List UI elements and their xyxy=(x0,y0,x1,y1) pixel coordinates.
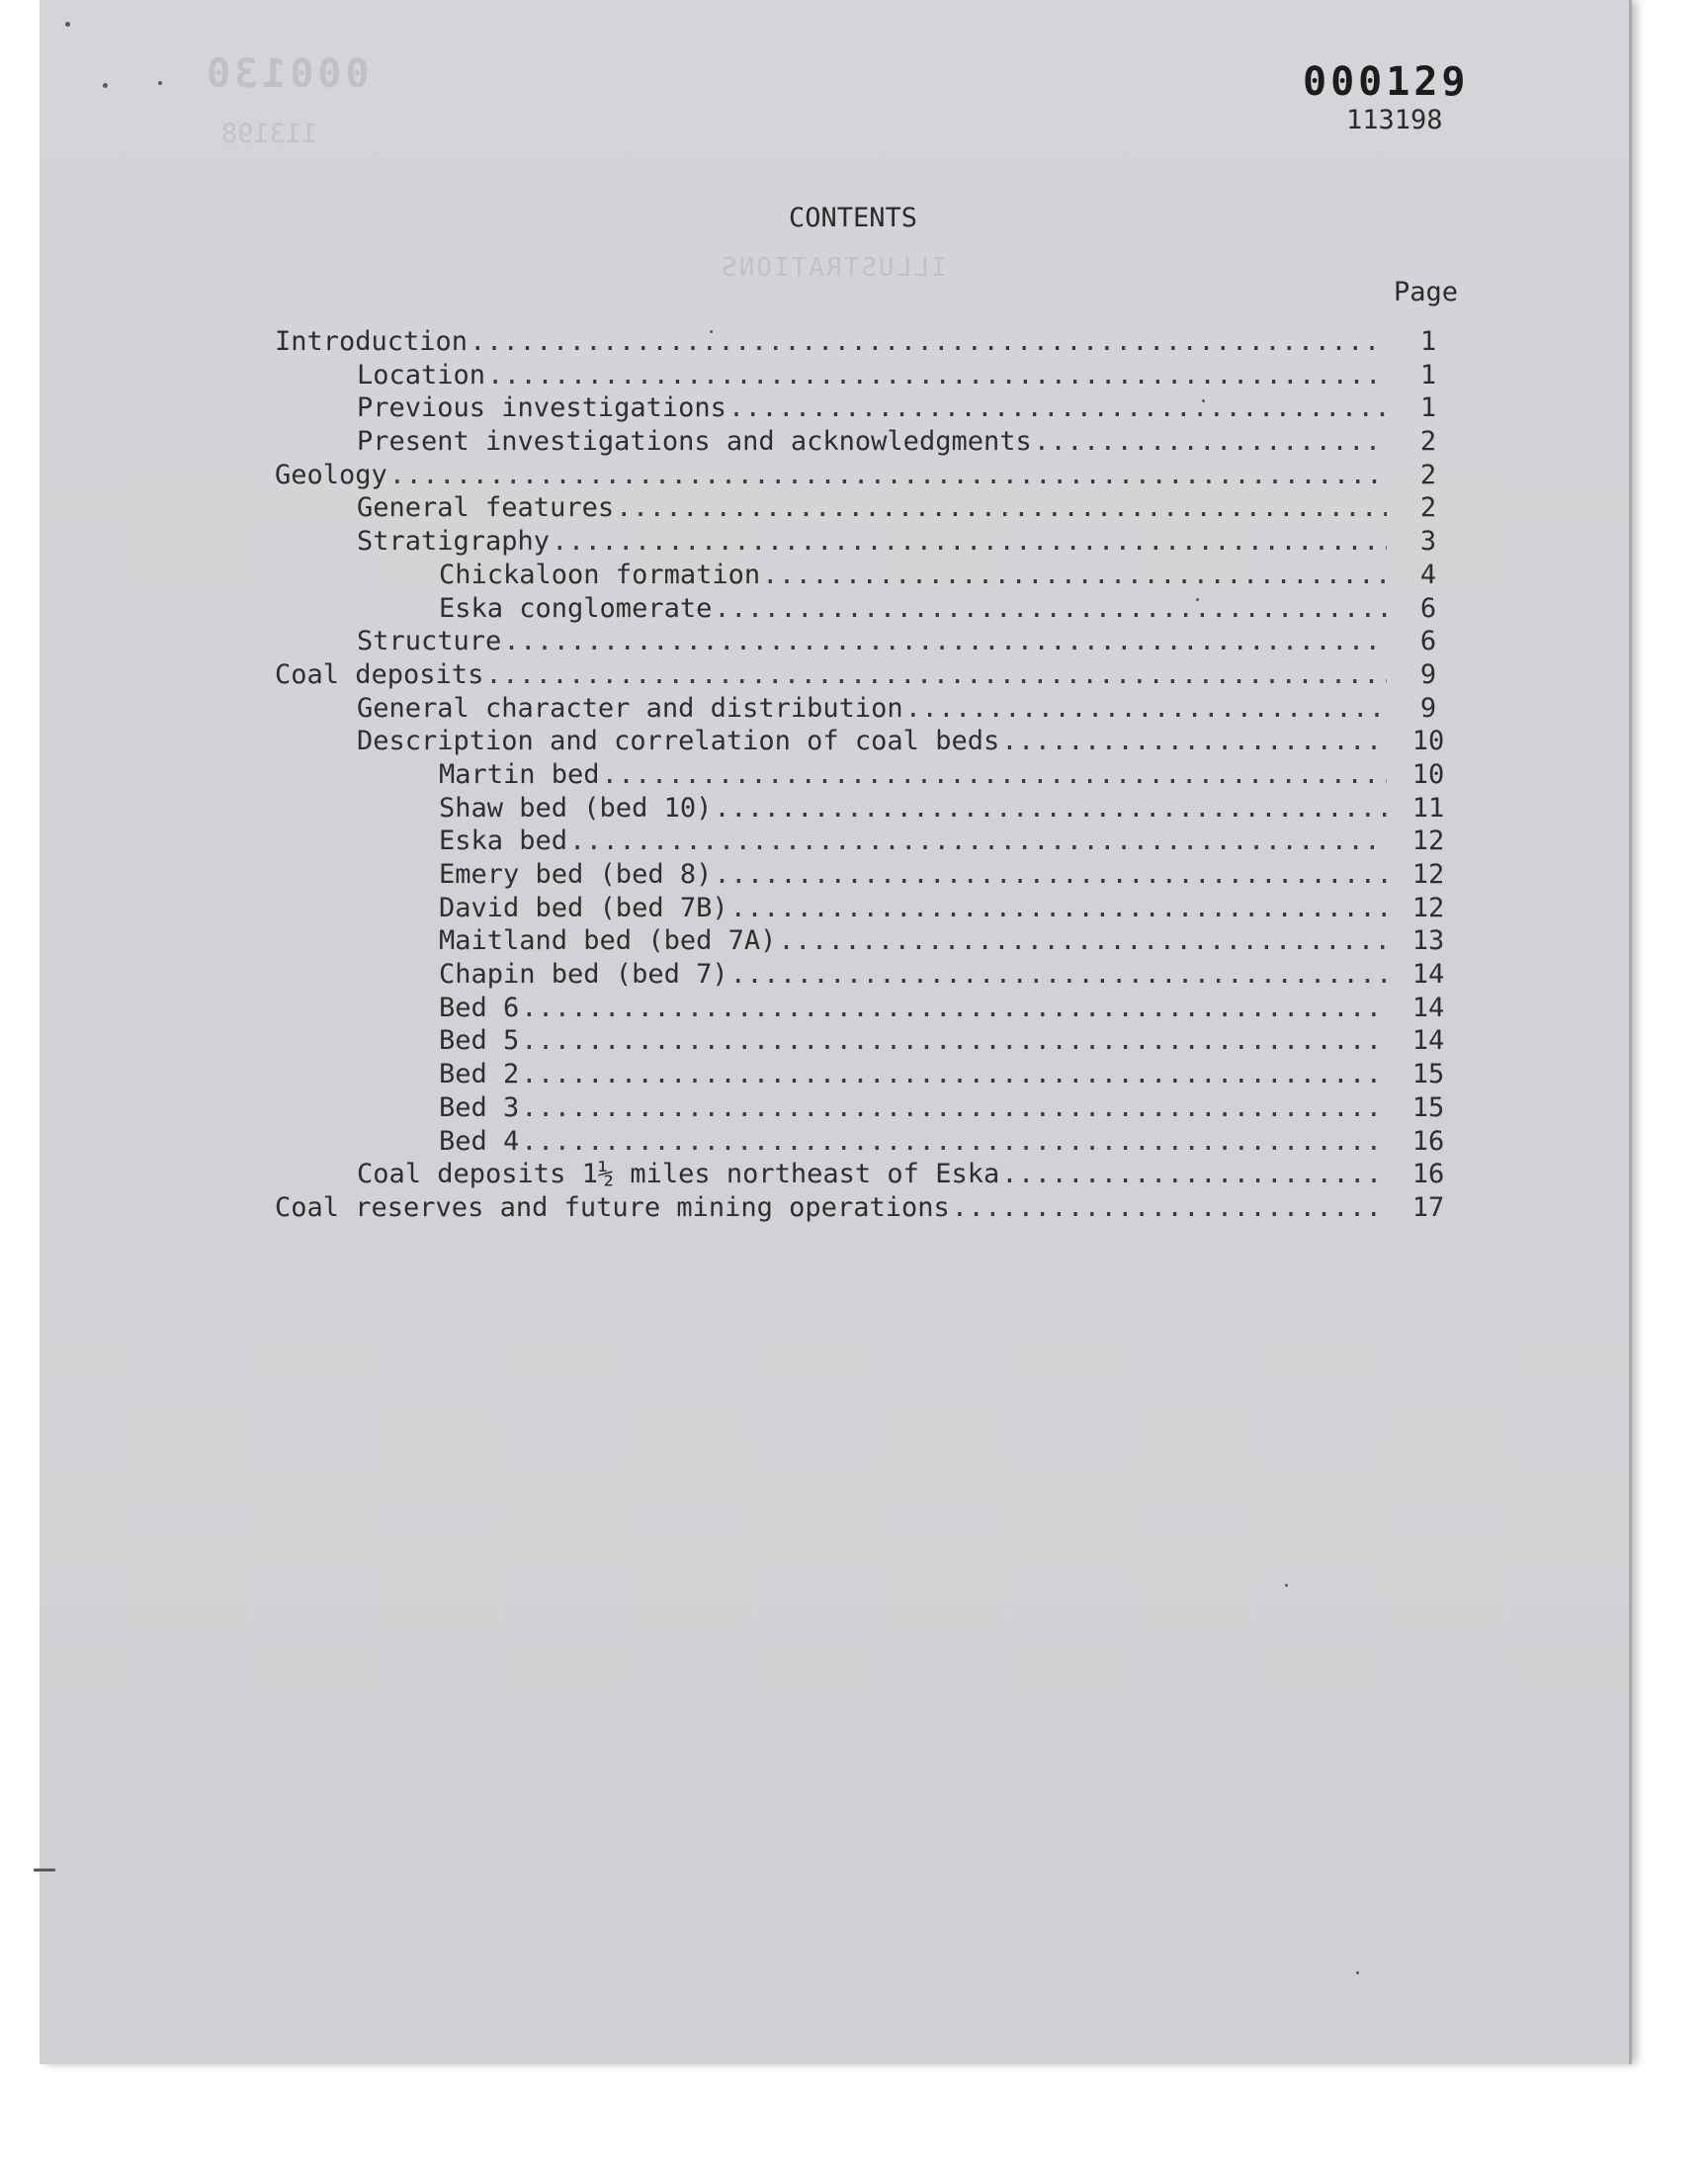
toc-entry-label: Coal deposits xyxy=(275,658,484,690)
toc-dot-leader xyxy=(616,492,1387,523)
toc-entry-label: Eska bed xyxy=(439,826,568,857)
toc-entry xyxy=(275,959,1456,993)
toc-entry-label: Chickaloon formation xyxy=(439,559,761,590)
toc-entry-label: Structure xyxy=(357,626,502,657)
toc-entry xyxy=(275,460,1456,493)
toc-entry-page-number: 17 xyxy=(1411,1191,1445,1223)
document-stamp-number: 000129 xyxy=(1303,59,1470,105)
scan-speck xyxy=(65,22,70,27)
toc-entry-page-number: 16 xyxy=(1411,1159,1445,1190)
toc-entry-label: Maitland bed (bed 7A) xyxy=(439,925,777,957)
toc-entry-label: Description and correlation of coal beds xyxy=(357,726,1000,757)
toc-entry xyxy=(275,1025,1456,1059)
bleed-through-sub-number: 113198 xyxy=(221,119,318,149)
toc-entry-label: Stratigraphy xyxy=(357,526,551,558)
toc-entry-page-number: 1 xyxy=(1419,326,1437,357)
toc-entry-label: Bed 4 xyxy=(439,1125,520,1157)
toc-entry xyxy=(275,659,1456,693)
toc-entry-page-number: 14 xyxy=(1411,1025,1445,1057)
toc-entry xyxy=(275,1059,1456,1092)
toc-entry-label: Geology xyxy=(275,459,387,490)
toc-entry xyxy=(275,360,1456,393)
toc-dot-leader xyxy=(521,1126,1387,1157)
toc-dot-leader xyxy=(389,460,1387,490)
toc-entry-page-number: 3 xyxy=(1419,526,1437,558)
toc-entry-page-number: 14 xyxy=(1411,992,1445,1023)
toc-dot-leader xyxy=(714,593,1387,624)
toc-entry xyxy=(275,560,1456,593)
toc-entry xyxy=(275,793,1456,826)
toc-entry-label: Bed 6 xyxy=(439,992,520,1023)
toc-entry xyxy=(275,593,1456,627)
toc-entry-label: Eska conglomerate xyxy=(439,592,713,624)
toc-entry-page-number: 12 xyxy=(1411,892,1445,923)
toc-dot-leader xyxy=(730,893,1387,923)
scan-speck xyxy=(158,81,162,85)
toc-dot-leader xyxy=(730,959,1387,990)
toc-entry-page-number: 4 xyxy=(1419,559,1437,590)
toc-dot-leader xyxy=(1001,726,1387,756)
toc-dot-leader xyxy=(521,1059,1387,1089)
toc-dot-leader xyxy=(521,1025,1387,1056)
toc-entry-page-number: 10 xyxy=(1411,758,1445,790)
scan-speck xyxy=(1285,1584,1288,1587)
toc-entry-label: Bed 2 xyxy=(439,1059,520,1090)
toc-entry xyxy=(275,993,1456,1026)
toc-entry-label: General character and distribution xyxy=(357,692,903,724)
toc-entry-label: Coal deposits 1½ miles northeast of Eska xyxy=(357,1159,1000,1190)
toc-dot-leader xyxy=(503,626,1387,656)
toc-entry-label: Coal reserves and future mining operations xyxy=(275,1191,950,1223)
toc-entry-page-number: 9 xyxy=(1419,692,1437,724)
toc-entry-label: David bed (bed 7B) xyxy=(439,892,728,923)
toc-entry xyxy=(275,492,1456,526)
toc-entry-label: Location xyxy=(357,359,486,391)
toc-dot-leader xyxy=(521,993,1387,1023)
toc-entry-label: General features xyxy=(357,492,615,524)
scan-speck xyxy=(1196,598,1199,601)
toc-entry xyxy=(275,925,1456,959)
toc-dot-leader xyxy=(602,759,1387,790)
bleed-through-number: 000130 xyxy=(203,51,370,97)
toc-entry xyxy=(275,759,1456,793)
toc-entry xyxy=(275,726,1456,759)
table-of-contents xyxy=(275,326,1456,1226)
page-title: CONTENTS xyxy=(789,203,918,233)
toc-entry xyxy=(275,1126,1456,1160)
toc-entry xyxy=(275,826,1456,859)
toc-entry-page-number: 2 xyxy=(1419,459,1437,490)
scan-speck xyxy=(1356,1971,1359,1974)
toc-entry-page-number: 9 xyxy=(1419,658,1437,690)
toc-entry-label: Introduction xyxy=(275,326,469,357)
toc-dot-leader xyxy=(952,1192,1387,1223)
toc-dot-leader xyxy=(1034,426,1387,457)
toc-entry-page-number: 6 xyxy=(1419,592,1437,624)
scan-speck xyxy=(710,330,713,333)
toc-entry-page-number: 10 xyxy=(1411,726,1445,757)
toc-entry xyxy=(275,693,1456,727)
toc-entry xyxy=(275,392,1456,426)
page-column-header: Page xyxy=(1394,277,1459,307)
toc-dot-leader xyxy=(714,859,1387,890)
toc-entry xyxy=(275,326,1456,360)
toc-dot-leader xyxy=(470,326,1387,357)
toc-entry-page-number: 2 xyxy=(1419,492,1437,524)
toc-dot-leader xyxy=(714,793,1387,824)
toc-entry-label: Chapin bed (bed 7) xyxy=(439,959,728,991)
toc-entry xyxy=(275,1192,1456,1226)
toc-dot-leader xyxy=(1001,1159,1387,1189)
toc-dot-leader xyxy=(487,360,1387,391)
toc-entry-page-number: 6 xyxy=(1419,626,1437,657)
toc-entry xyxy=(275,626,1456,659)
toc-entry-label: Emery bed (bed 8) xyxy=(439,859,713,890)
toc-dot-leader xyxy=(521,1092,1387,1123)
toc-entry xyxy=(275,1159,1456,1192)
scan-speck xyxy=(103,83,108,88)
page-edge-shadow xyxy=(1629,0,1632,2064)
toc-entry-page-number: 13 xyxy=(1411,925,1445,957)
scan-speck xyxy=(34,1869,55,1871)
toc-entry-page-number: 14 xyxy=(1411,959,1445,991)
toc-dot-leader xyxy=(569,826,1387,856)
toc-entry xyxy=(275,859,1456,893)
toc-entry-label: Bed 5 xyxy=(439,1025,520,1057)
toc-entry-label: Martin bed xyxy=(439,758,600,790)
toc-dot-leader xyxy=(728,392,1387,423)
toc-entry-label: Shaw bed (bed 10) xyxy=(439,792,713,824)
toc-entry-label: Bed 3 xyxy=(439,1091,520,1123)
toc-entry xyxy=(275,426,1456,460)
toc-entry-page-number: 1 xyxy=(1419,392,1437,424)
toc-entry-label: Previous investigations xyxy=(357,392,726,424)
toc-dot-leader xyxy=(762,560,1387,590)
toc-entry-page-number: 11 xyxy=(1411,792,1445,824)
toc-entry-page-number: 15 xyxy=(1411,1091,1445,1123)
toc-entry-page-number: 12 xyxy=(1411,859,1445,890)
toc-dot-leader xyxy=(485,659,1387,690)
toc-dot-leader xyxy=(778,925,1387,956)
toc-entry-label: Present investigations and acknowledgments xyxy=(357,426,1032,458)
toc-entry-page-number: 12 xyxy=(1411,826,1445,857)
document-sub-number: 113198 xyxy=(1346,105,1443,135)
toc-entry-page-number: 1 xyxy=(1419,359,1437,391)
toc-entry-page-number: 15 xyxy=(1411,1059,1445,1090)
toc-entry xyxy=(275,526,1456,560)
toc-entry xyxy=(275,1092,1456,1126)
toc-entry-page-number: 16 xyxy=(1411,1125,1445,1157)
toc-dot-leader xyxy=(552,526,1387,557)
toc-entry xyxy=(275,893,1456,926)
toc-entry-page-number: 2 xyxy=(1419,426,1437,458)
bleed-through-title: ILLUSTRATIONS xyxy=(720,253,947,283)
scan-speck xyxy=(1202,399,1205,402)
toc-dot-leader xyxy=(905,693,1387,724)
